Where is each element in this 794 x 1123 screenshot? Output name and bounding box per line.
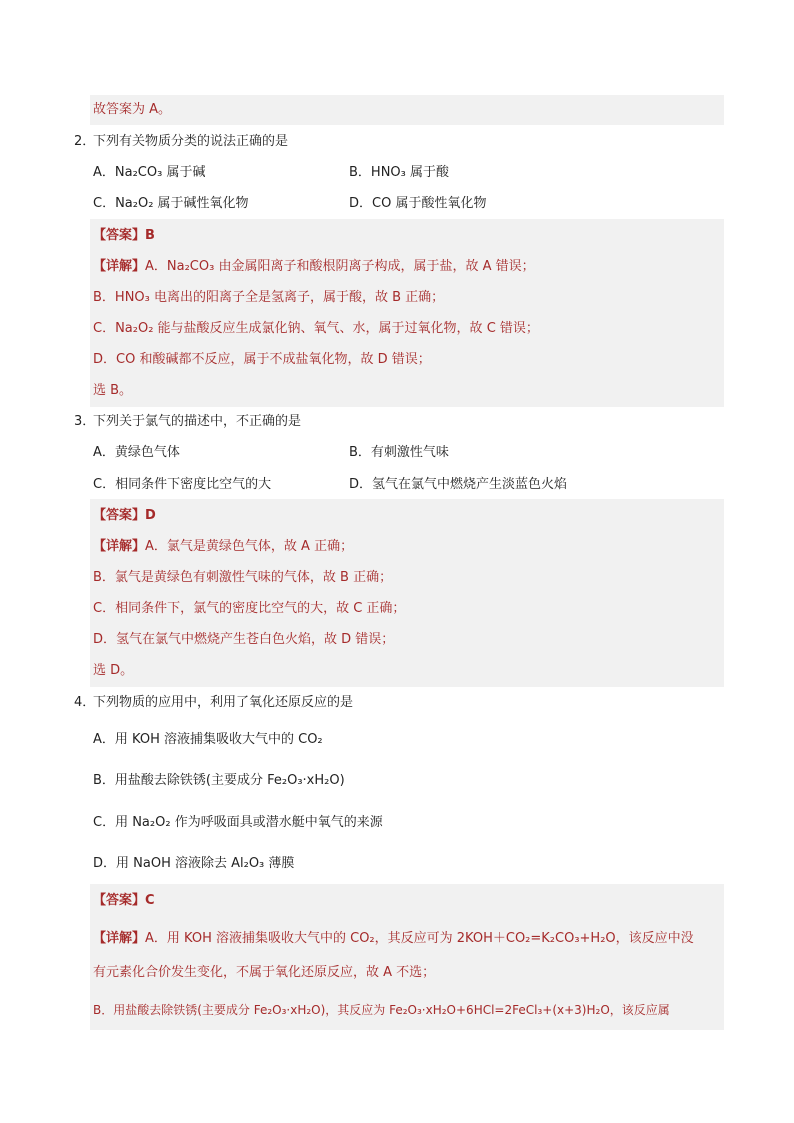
question-2-stem-line xyxy=(0,130,794,154)
q3-explain-line-2 xyxy=(0,566,794,590)
option-b: B．有刺激性气味 xyxy=(349,445,449,460)
q3-answer-line xyxy=(0,504,794,528)
question-stem: 下列关于氯气的描述中，不正确的是 xyxy=(93,414,302,429)
question-stem: 下列物质的应用中，利用了氧化还原反应的是 xyxy=(93,695,354,710)
question-4-option-b-line xyxy=(0,769,794,793)
answer-label: 【答案】 xyxy=(93,228,146,243)
option-b: B．用盐酸去除铁锈(主要成分 Fe₂O₃·xH₂O) xyxy=(93,773,345,788)
explain-text: A．Na₂CO₃ 由金属阳离子和酸根阴离子构成，属于盐，故 A 错误； xyxy=(145,259,535,274)
q3-explain-line-3 xyxy=(0,597,794,621)
question-3-options-row-2 xyxy=(0,473,794,497)
explain-text: A．氯气是黄绿色气体，故 A 正确； xyxy=(145,539,354,554)
option-d: D．CO 属于酸性氧化物 xyxy=(349,196,487,211)
explain-text: B．HNO₃ 电离出的阳离子全是氢离子，属于酸，故 B 正确； xyxy=(93,290,445,305)
explain-label: 【详解】 xyxy=(93,539,146,554)
question-3-stem-line xyxy=(0,410,794,434)
q3-explain-line-1 xyxy=(0,535,794,559)
explain-text: B．用盐酸去除铁锈(主要成分 Fe₂O₃·xH₂O)，其反应为 Fe₂O₃·xH₂O+6HCl=2FeCl₃+(x+3)H₂O，该反应属 xyxy=(93,1003,670,1017)
q2-answer-line xyxy=(0,224,794,248)
answer-label: 【答案】 xyxy=(93,893,146,908)
question-3-options-row-1 xyxy=(0,441,794,465)
option-d: D．用 NaOH 溶液除去 Al₂O₃ 薄膜 xyxy=(93,856,295,871)
question-4-option-a-line xyxy=(0,728,794,752)
prev-conclusion: 故答案为 A。 xyxy=(93,102,172,117)
question-4-option-c-line xyxy=(0,811,794,835)
q4-explain-line-2 xyxy=(0,961,794,985)
question-number: 2． xyxy=(74,134,96,149)
explain-conclusion: 选 B。 xyxy=(93,383,133,398)
q2-explain-line-2 xyxy=(0,286,794,310)
option-a: A．黄绿色气体 xyxy=(93,445,180,460)
q4-explain-line-3 xyxy=(0,998,794,1022)
question-4-option-d-line xyxy=(0,852,794,876)
explain-conclusion: 选 D。 xyxy=(93,663,134,678)
q4-answer-line xyxy=(0,889,794,913)
q3-explain-line-4 xyxy=(0,628,794,652)
option-d: D．氢气在氯气中燃烧产生淡蓝色火焰 xyxy=(349,477,568,492)
explain-text: B．氯气是黄绿色有刺激性气味的气体，故 B 正确； xyxy=(93,570,393,585)
q2-explain-line-1 xyxy=(0,255,794,279)
option-b: B．HNO₃ 属于酸 xyxy=(349,165,449,180)
question-stem: 下列有关物质分类的说法正确的是 xyxy=(93,134,289,149)
explain-label: 【详解】 xyxy=(93,259,146,274)
explain-text: C．Na₂O₂ 能与盐酸反应生成氯化钠、氧气、水，属于过氧化物，故 C 错误； xyxy=(93,321,539,336)
question-number: 4． xyxy=(74,695,96,710)
prev-conclusion-line xyxy=(0,98,794,122)
explain-text: D．氢气在氯气中燃烧产生苍白色火焰，故 D 错误； xyxy=(93,632,395,647)
question-2-options-row-2 xyxy=(0,192,794,216)
explain-text: D．CO 和酸碱都不反应，属于不成盐氧化物，故 D 错误； xyxy=(93,352,431,367)
q3-explain-line-5 xyxy=(0,659,794,683)
question-2-options-row-1 xyxy=(0,161,794,185)
q2-explain-line-5 xyxy=(0,379,794,403)
answer-value: C xyxy=(145,893,155,908)
option-a: A．Na₂CO₃ 属于碱 xyxy=(93,165,206,180)
explain-text: A．用 KOH 溶液捕集吸收大气中的 CO₂，其反应可为 2KOH＋CO₂=K₂CO₃+H₂O，该反应中没 xyxy=(145,931,694,946)
answer-value: B xyxy=(145,228,155,243)
answer-label: 【答案】 xyxy=(93,508,146,523)
explain-text: 有元素化合价发生变化，不属于氧化还原反应，故 A 不选； xyxy=(93,965,436,980)
q2-explain-line-4 xyxy=(0,348,794,372)
explain-text: C．相同条件下，氯气的密度比空气的大，故 C 正确； xyxy=(93,601,406,616)
option-c: C．Na₂O₂ 属于碱性氧化物 xyxy=(93,196,249,211)
question-number: 3． xyxy=(74,414,96,429)
q2-explain-line-3 xyxy=(0,317,794,341)
answer-value: D xyxy=(145,508,156,523)
option-c: C．相同条件下密度比空气的大 xyxy=(93,477,272,492)
question-4-stem-line xyxy=(0,691,794,715)
explain-label: 【详解】 xyxy=(93,931,146,946)
option-c: C．用 Na₂O₂ 作为呼吸面具或潜水艇中氧气的来源 xyxy=(93,815,383,830)
q4-explain-line-1 xyxy=(0,927,794,951)
option-a: A．用 KOH 溶液捕集吸收大气中的 CO₂ xyxy=(93,732,323,747)
